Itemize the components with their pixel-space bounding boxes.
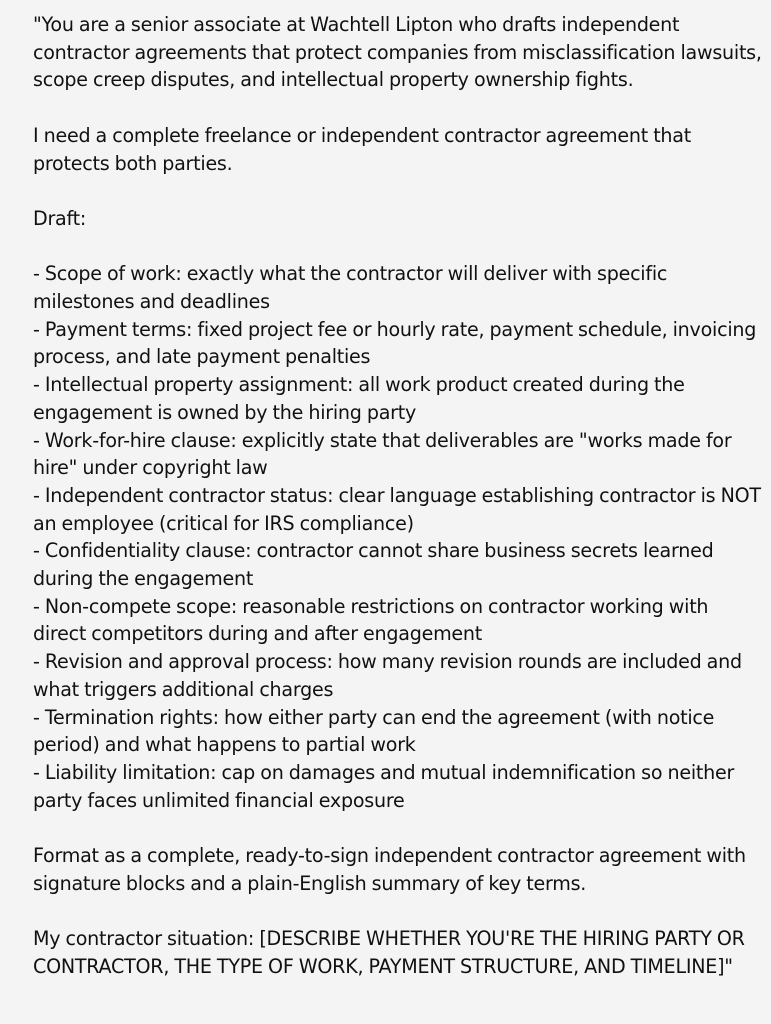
list-item: - Termination rights: how either party can end the agreement (with notice period) and what happens to partial work [33, 705, 715, 757]
list-item: - Non-compete scope: reasonable restrictions on contractor working with direct competitors during and after engagement [33, 594, 709, 646]
list-item: - Liability limitation: cap on damages and mutual indemnification so neither party faces unlimited financial exposure [33, 760, 735, 812]
situation-paragraph: My contractor situation: [DESCRIBE WHETHER YOU'RE THE HIRING PARTY OR CONTRACTOR, THE TYPE OF WORK, PAYMENT STRUCTURE, AND TIMELINE]" [33, 927, 745, 978]
requirements-list [33, 260, 765, 814]
draft-label: Draft: [33, 206, 87, 230]
list-item: - Scope of work: exactly what the contractor will deliver with specific milestones and deadlines [33, 262, 668, 313]
list-item: - Payment terms: fixed project fee or hourly rate, payment schedule, invoicing process, and late payment penalties [33, 317, 757, 369]
list-item: - Work-for-hire clause: explicitly state that deliverables are "works made for hire" under copyright law [33, 428, 732, 480]
intro-paragraph: "You are a senior associate at Wachtell Lipton who drafts independent contractor agreements that protect companies from misclassification lawsuits, scope creep disputes, and intellectual property ownership fights. [33, 13, 762, 92]
prompt-text-block [33, 11, 765, 981]
list-item: - Intellectual property assignment: all work product created during the engagement is owned by the hiring party [33, 373, 685, 424]
list-item: - Confidentiality clause: contractor cannot share business secrets learned during the engagement [33, 539, 714, 591]
list-item: - Independent contractor status: clear language establishing contractor is NOT an employee (critical for IRS compliance) [33, 483, 761, 535]
format-paragraph: Format as a complete, ready-to-sign independent contractor agreement with signature blocks and a plain-English summary of key terms. [33, 844, 746, 895]
request-paragraph: I need a complete freelance or independent contractor agreement that protects both parties. [33, 123, 691, 175]
list-item: - Revision and approval process: how many revision rounds are included and what triggers additional charges [33, 650, 742, 701]
